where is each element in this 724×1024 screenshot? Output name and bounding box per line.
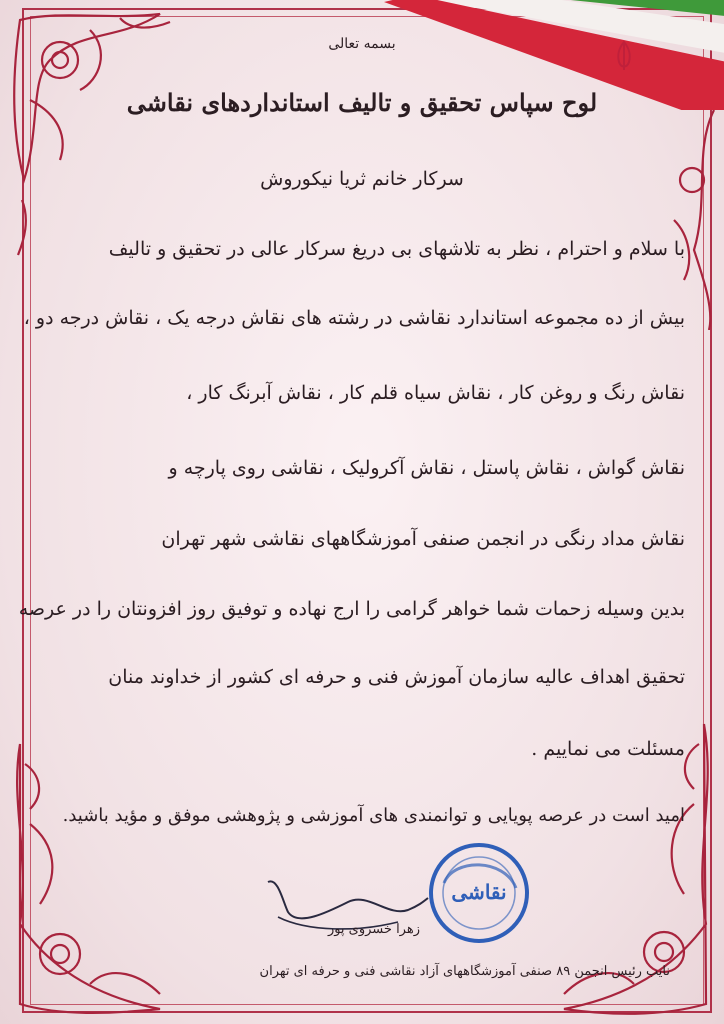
body-line-7: تحقیق اهداف عالیه سازمان آموزش فنی و حرفه ای کشور از خداوند منان	[108, 666, 685, 688]
stamp-label: نقاشی	[451, 880, 507, 904]
body-line-6: بدین وسیله زحمات شما خواهر گرامی را ارج نهاده و توفیق روز افزونتان را در عرصه	[18, 598, 685, 620]
body-line-2: بیش از ده مجموعه استاندارد نقاشی در رشته های نقاش درجه یک ، نقاش درجه دو ،	[23, 307, 685, 329]
addressee-name: سرکار خانم ثریا نیکوروش	[260, 168, 464, 190]
body-line-4: نقاش گواش ، نقاش پاستل ، نقاش آکرولیک ، نقاشی روی پارچه و	[168, 457, 685, 479]
signer-name: زهرا خسروی پور	[327, 922, 420, 937]
signer-title: نایب رئیس انجمن ۸۹ صنفی آموزشگاههای آزاد نقاشی فنی و حرفه ای تهران	[259, 964, 670, 979]
body-line-1: با سلام و احترام ، نظر به تلاشهای بی دریغ سرکار عالی در تحقیق و تالیف	[108, 238, 685, 260]
closing-text: امید است در عرصه پویایی و توانمندی های آموزشی و پژوهشی موفق و مؤید باشید.	[62, 805, 685, 826]
body-line-8: مسئلت می نماییم .	[531, 738, 685, 760]
body-line-5: نقاش مداد رنگی در انجمن صنفی آموزشگاههای نقاشی شهر تهران	[161, 528, 685, 550]
ornament-top-right	[654, 110, 724, 330]
body-line-3: نقاش رنگ و روغن کار ، نقاش سیاه قلم کار ، نقاش آبرنگ کار ،	[186, 382, 685, 404]
invocation-text: بسمه تعالی	[328, 36, 396, 52]
certificate-title: لوح سپاس تحقیق و تالیف استانداردهای نقاشی	[126, 88, 598, 117]
